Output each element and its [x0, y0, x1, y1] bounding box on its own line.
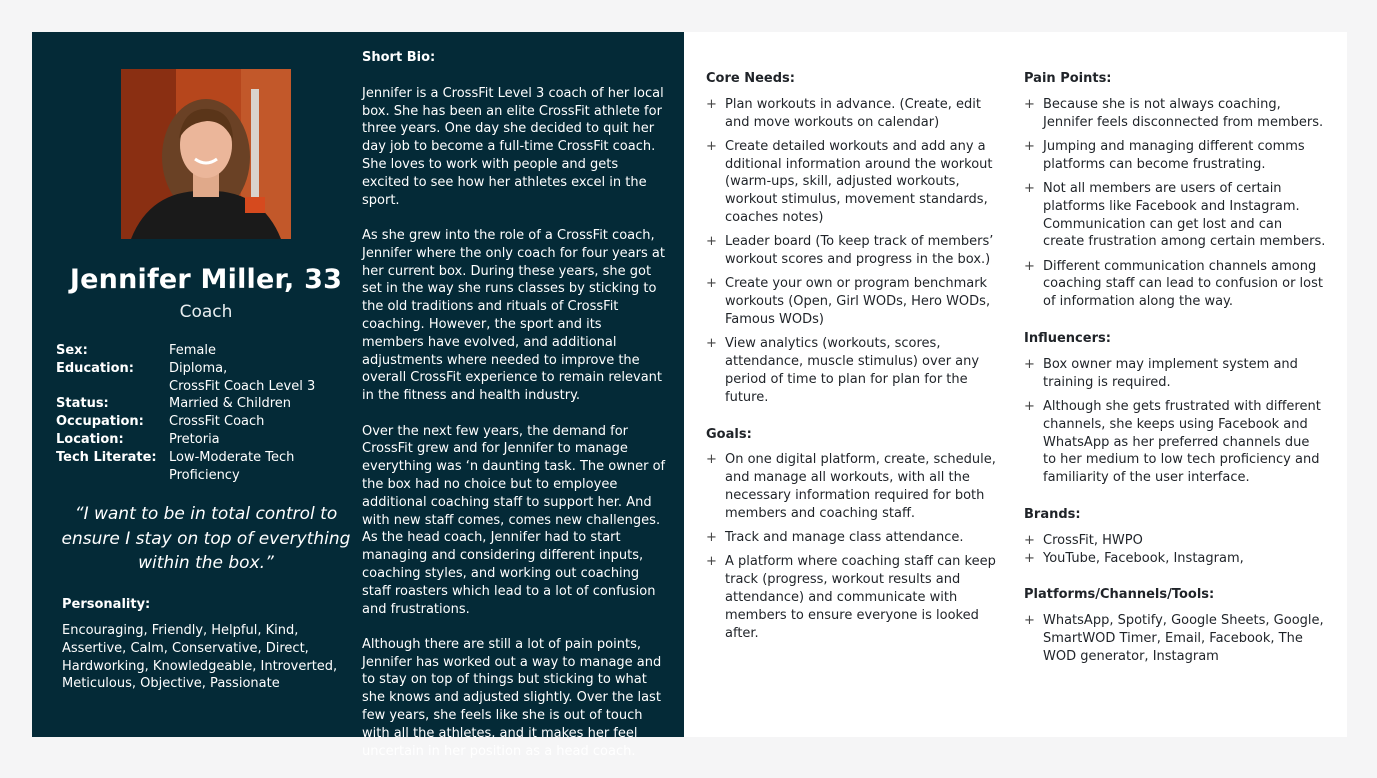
section-title: Goals:	[706, 426, 752, 442]
list-item-text: YouTube, Facebook, Instagram,	[1043, 550, 1244, 566]
list-item-text: Jumping and managing different comms platforms can become frustrating.	[1043, 138, 1305, 172]
list-item-text: Because she is not always coaching, Jennifer feels disconnected from members.	[1043, 96, 1324, 130]
fact-value: CrossFit Coach	[169, 414, 265, 430]
plus-icon: +	[706, 554, 717, 570]
core-needs-list	[706, 96, 1008, 407]
plus-icon: +	[706, 452, 717, 468]
fact-label: Status:	[56, 396, 109, 412]
fact-row-location	[56, 431, 356, 449]
avatar-photo	[121, 69, 291, 239]
details-column-right	[1024, 70, 1326, 685]
bio-paragraph: Although there are still a lot of pain points, Jennifer has worked out a way to manage and to stay on top of things but sticking to what she knows and adjusted slightly. Over the last few years, she feels like she is out of touch with all the athletes, and it makes her feel uncertain in her position as a head coach.	[362, 636, 662, 759]
list-item	[706, 138, 1008, 227]
plus-icon: +	[1024, 532, 1035, 548]
list-item	[706, 335, 1008, 406]
platforms-section	[1024, 586, 1326, 665]
list-item	[1024, 356, 1326, 392]
personality-traits: Encouraging, Friendly, Helpful, Kind, Assertive, Calm, Conservative, Direct, Hardworking, Knowledgeable, Introverted, Meticulous, Objective, Passionate	[62, 623, 338, 692]
details-panel	[684, 32, 1347, 737]
plus-icon: +	[706, 138, 717, 154]
list-item-text: A platform where coaching staff can keep track (progress, workout results and attendance) and communicate with members to ensure everyone is looked after.	[725, 554, 996, 641]
list-item-text: Box owner may implement system and training is required.	[1043, 356, 1298, 390]
list-item	[1024, 398, 1326, 487]
pain-points-section	[1024, 70, 1326, 311]
plus-icon: +	[1024, 356, 1035, 372]
list-item	[1024, 138, 1326, 174]
influencers-section	[1024, 330, 1326, 487]
list-item-text: WhatsApp, Spotify, Google Sheets, Google, SmartWOD Timer, Email, Facebook, The WOD generator, Instagram	[1043, 613, 1324, 664]
list-item	[1024, 180, 1326, 251]
section-title: Platforms/Channels/Tools:	[1024, 587, 1215, 603]
persona-facts	[56, 342, 356, 484]
plus-icon: +	[706, 276, 717, 292]
list-item-text: Not all members are users of certain platforms like Facebook and Instagram. Communication can get lost and can create frustration among certain members.	[1043, 180, 1326, 250]
plus-icon: +	[1024, 258, 1035, 274]
plus-icon: +	[706, 530, 717, 546]
fact-label: Tech Literate:	[56, 449, 157, 465]
list-item-text: On one digital platform, create, schedule, and manage all workouts, with all the necessary information required for both members and coaching staff.	[725, 452, 996, 521]
fact-label: Sex:	[56, 343, 88, 358]
personality-heading: Personality:	[62, 597, 151, 612]
fact-row-status	[56, 395, 356, 413]
brands-section	[1024, 506, 1326, 567]
bio-paragraph: Over the next few years, the demand for CrossFit grew and for Jennifer to manage everything was ‘n daunting task. The owner of the box had no choice but to employee additional coaching staff to support her. And with new staff comes, comes new challenges. As the head coach, Jennifer had to start managing and considering different inputs, coaching styles, and working out coaching staff roasters which lead to a lot of confusion and frustrations.	[362, 423, 666, 617]
persona-role: Coach	[179, 302, 233, 322]
plus-icon: +	[1024, 613, 1035, 629]
list-item	[1024, 96, 1326, 132]
list-item-text: Plan workouts in advance. (Create, edit and move workouts on calendar)	[725, 96, 981, 130]
list-item-text: Create your own or program benchmark workouts (Open, Girl WODs, Hero WODs, Famous WODs)	[725, 276, 991, 328]
list-item-text: Although she gets frustrated with different channels, she keeps using Facebook and WhatsApp as her preferred channels due to her medium to low tech proficiency and familiarity of the user interface.	[1043, 398, 1321, 486]
fact-label: Education:	[56, 360, 134, 376]
influencers-list	[1024, 356, 1326, 487]
list-item	[706, 451, 1008, 522]
bio-paragraph: As she grew into the role of a CrossFit coach, Jennifer where the only coach for four years at her current box. During these years, she got set in the way she runs classes by sticking to the old traditions and rituals of CrossFit coaching. However, the sport and its members have evolved, and additional adjustments where needed to improve the overall CrossFit experience to remain relevant in the fitness and health industry.	[362, 227, 665, 404]
plus-icon: +	[1024, 96, 1035, 112]
goals-list	[706, 451, 1008, 642]
plus-icon: +	[1024, 398, 1035, 414]
fact-row-tech-literate	[56, 449, 356, 485]
pain-points-list	[1024, 96, 1326, 311]
short-bio	[362, 49, 667, 778]
fact-row-education	[56, 360, 356, 396]
goals-section	[706, 426, 1008, 643]
section-title: Brands:	[1024, 506, 1081, 522]
fact-row-occupation	[56, 413, 356, 431]
bio-paragraph: Jennifer is a CrossFit Level 3 coach of her local box. She has been an elite CrossFit athlete for three years. One day she decided to quit her day job to become a full-time CrossFit coach. She loves to work with people and gets excited to see how her athletes excel in the sport.	[362, 85, 664, 208]
core-needs-section	[706, 70, 1008, 407]
list-item	[1024, 550, 1326, 568]
persona-name: Jennifer Miller, 33	[69, 264, 343, 295]
fact-value: Low-Moderate Tech Proficiency	[169, 449, 295, 483]
plus-icon: +	[706, 234, 717, 250]
platforms-list	[1024, 612, 1326, 665]
list-item-text: View analytics (workouts, scores, attendance, muscle stimulus) over any period of time to plan for plan for the future.	[725, 336, 980, 405]
list-item-text: Leader board (To keep track of members’ workout scores and progress in the box.)	[725, 234, 994, 268]
fact-value: Diploma, CrossFit Coach Level 3	[169, 360, 316, 394]
list-item	[1024, 532, 1326, 550]
brands-list	[1024, 532, 1326, 568]
list-item-text: CrossFit, HWPO	[1043, 532, 1143, 548]
profile-panel	[32, 32, 684, 759]
plus-icon: +	[1024, 180, 1035, 196]
fact-value: Pretoria	[169, 431, 220, 447]
plus-icon: +	[706, 336, 717, 352]
list-item	[706, 529, 1008, 547]
list-item	[706, 275, 1008, 328]
fact-value: Female	[169, 343, 217, 358]
profile-column	[32, 32, 362, 737]
list-item	[706, 96, 1008, 132]
section-title: Core Needs:	[706, 71, 795, 86]
section-title: Influencers:	[1024, 331, 1111, 347]
list-item	[706, 233, 1008, 269]
bio-heading: Short Bio:	[362, 50, 436, 65]
list-item	[706, 553, 1008, 642]
list-item-text: Different communication channels among coaching staff can lead to confusion or lost of information along the way.	[1043, 258, 1323, 310]
list-item-text: Track and manage class attendance.	[725, 530, 964, 546]
persona-quote: “I want to be in total control to ensure I stay on top of everything within the box.”	[61, 504, 351, 573]
plus-icon: +	[1024, 550, 1035, 566]
avatar	[121, 69, 291, 239]
fact-label: Location:	[56, 431, 124, 447]
list-item	[1024, 258, 1326, 311]
list-item-text: Create detailed workouts and add any a dditional information around the workout (warm-ups, skill, adjusted workouts, workout stimulus, movement standards, coaches notes)	[725, 138, 993, 226]
plus-icon: +	[706, 96, 717, 112]
fact-label: Occupation:	[56, 414, 144, 430]
details-column-left	[706, 70, 1008, 661]
persona-card	[32, 32, 1347, 759]
plus-icon: +	[1024, 138, 1035, 154]
section-title: Pain Points:	[1024, 71, 1112, 86]
list-item	[1024, 612, 1326, 665]
fact-row-sex	[56, 342, 356, 360]
fact-value: Married & Children	[169, 396, 291, 412]
